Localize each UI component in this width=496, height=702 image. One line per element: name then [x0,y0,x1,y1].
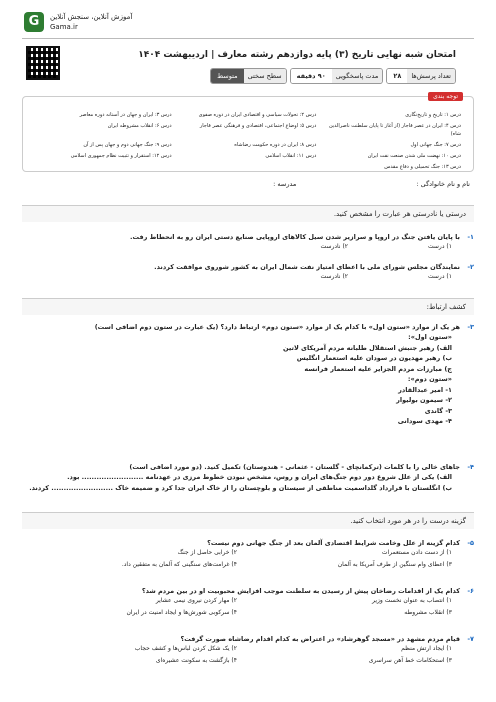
question-text: کدام یک از اقدامات رضاخان پیش از رسیدن به سلطنت موجب افزایش محبوبیت او در بین مردم شد؟ [141,587,460,595]
question-2 [22,262,474,282]
column-one-title: «ستون اول»: [408,333,452,341]
qr-code-icon[interactable] [26,46,60,80]
name-label: نام و نام خانوادگی : [416,180,470,188]
topic-item: درس ۲: تحولات سیاسی و اقتصادی ایران در دوره صفوی [198,112,317,118]
question-number: ۷- [467,635,474,643]
topics-list [35,111,461,171]
difficulty-pill: سطح سختی متوسط [210,68,286,84]
exam-title: امتحان شبه نهایی تاریخ (۳) پایه دوازدهم رشته معارف | اردیبهشت ۱۴۰۴ [138,50,456,60]
option-1[interactable]: ۱) ایجاد ارتش منظم [401,645,452,652]
question-4 [22,462,474,493]
topics-box [22,93,474,172]
option-3[interactable]: ۳) اعطای وام سنگین از طرف آمریکا به آلمان [337,561,452,568]
question-count-pill: تعداد پرسش‌ها ۲۸ [386,68,456,84]
question-number: ۵- [467,539,474,547]
question-number: ۳- [467,323,474,331]
option-3[interactable]: ۳) انقلاب مشروطه [404,609,452,616]
column-two-item: ۲- سیمون بولیوار [396,396,452,404]
option-3[interactable]: ۳) استحکامات خط آهن سراسری [368,657,452,664]
option-false[interactable]: ۲) نادرست [320,273,349,280]
school-label: مدرسه : [273,180,297,188]
options [22,272,452,282]
duration-pill: مدت پاسخگویی ۹۰ دقیقه [290,68,384,84]
option-true[interactable]: ۱) درست [428,273,452,280]
option-1[interactable]: ۱) انتصاب به عنوان نخست وزیر [372,597,452,604]
options [22,644,452,666]
question-7 [22,634,474,666]
site-name: آموزش آنلاین، سنجش آنلاین [50,13,133,21]
question-number: ۶- [467,587,474,595]
topic-item: درس ۶: انقلاب مشروطه ایران [107,123,172,129]
divider [22,38,474,39]
question-5 [22,538,474,570]
column-one-item: الف) رهبر جنبش استقلال طلبانه مردم آمریکای لاتین [283,343,452,352]
topic-item: درس ۹: جنگ جهانی دوم و جهان پس از آن [83,142,172,148]
option-4[interactable]: ۴) بازگشت به سکونت عشیره‌ای [155,657,237,664]
option-2[interactable]: ۲) خرابی حاصل از جنگ [177,549,237,556]
topic-item: درس ۳: ایران و جهان در آستانه دوره معاصر [79,112,172,118]
option-2[interactable]: ۲) مهار کردن نیروی نیمی عشایر [155,597,237,604]
question-text: کدام گزینه از علل وخامت شرایط اقتصادی آلمان بعد از جنگ جهانی دوم نیست؟ [207,539,460,547]
column-two-item: ۱- امیر عبدالقادر [398,385,452,394]
exam-header [22,44,474,86]
option-true[interactable]: ۱) درست [428,243,452,250]
question-number: ۲- [467,263,474,271]
question-text: جاهای خالی را با کلمات (ترکمانچای - گلستان - عثمانی - هندوستان) تکمیل کنید. (دو مورد اضافی است) [129,463,460,471]
section-header-multiple: گزینه درست را در هر مورد انتخاب کنید. [22,512,474,529]
column-two-item: ۳- گاندی [424,406,452,415]
site-info [50,12,132,32]
option-false[interactable]: ۲) نادرست [320,243,349,250]
topics-badge: توجه بندی [428,92,463,101]
topic-item: درس ۱۳: جنگ تحمیلی و دفاع مقدس [384,164,461,170]
gama-logo[interactable]: G [24,12,44,32]
site-domain[interactable]: Gama.ir [50,23,78,31]
topic-item: درس ۴: ایران در عصر قاجار (از آغاز تا پایان سلطنت ناصرالدین شاه) [328,123,461,137]
option-1[interactable]: ۱) از دست دادن مستعمرات [381,549,452,556]
question-number: ۱- [467,233,474,241]
topic-item: درس ۱: تاریخ و تاریخ‌نگاری [405,112,461,118]
column-one-item: ج) مبارزات مردم الجزایر علیه استعمار فرانسه [304,364,452,373]
section-header-matching: کشف ارتباط: [22,298,474,315]
question-text: هر یک از موارد «ستون اول» با کدام یک از موارد «ستون دوم» ارتباط دارد؟ (یک عبارت در ستون دوم اضافی است) [94,323,460,331]
topic-item: درس ۸: ایران در دوره حکومت رضاشاه [234,142,317,148]
topic-item: درس ۱۰: نهضت ملی شدن صنعت نفت ایران [367,153,461,159]
options [22,548,452,570]
question-6 [22,586,474,618]
fill-blank-item: ب) انگلستان با قرارداد گلداسمیت مناطقی از سیستان و بلوچستان را از خاک ایران جدا کرد و ضمیمه خاک ......................... کردند. [29,483,452,492]
topic-item: درس ۷: جنگ جهانی اول [410,142,461,148]
question-text: با پایان یافتن جنگ در اروپا و سرازیر شدن سیل کالاهای اروپایی صنایع دستی ایران رو به انحطاط رفت. [130,233,460,241]
topic-item: درس ۱۲: استقرار و تثبیت نظام جمهوری اسلامی [70,153,172,159]
question-text: قیام مردم مشهد در «مسجد گوهرشاد» در اعتراض به کدام اقدام رضاشاه صورت گرفت؟ [180,635,460,643]
column-one-item: ب) رهبر مهدیون در سودان علیه استعمار انگلیس [296,354,452,362]
question-3 [22,322,474,427]
options [22,596,452,618]
option-4[interactable]: ۴) غرامت‌های سنگینی که آلمان به متفقین داد. [121,561,237,568]
site-header [24,12,132,32]
option-4[interactable]: ۴) سرکوبی شورش‌ها و ایجاد امنیت در ایران [126,609,237,616]
option-2[interactable]: ۲) یک شکل کردن لباس‌ها و کشف حجاب [134,645,237,652]
section-header-truefalse: درستی یا نادرستی هر عبارت را مشخص کنید. [22,205,474,222]
topic-item: درس ۵: اوضاع اجتماعی، اقتصادی و فرهنگی عصر قاجار [199,123,317,129]
topic-item: درس ۱۱: انقلاب اسلامی [265,153,317,159]
column-two-item: ۴- مهدی سودانی [397,417,452,425]
fill-blank-item: الف) یکی از علل شروع دور دوم جنگ‌های ایران و روس، مشخص نبودن خطوط مرزی در عهدنامه ......................... بود. [67,473,452,481]
column-two-title: «ستون دوم»: [407,375,452,383]
student-info [273,180,470,188]
exam-meta [210,68,456,84]
question-text: نمایندگان مجلس شورای ملی با اعطای امتیاز نفت شمال ایران به کشور شوروی موافقت کردند. [154,263,460,271]
question-1 [22,232,474,252]
question-number: ۴- [467,463,474,471]
options [22,242,452,252]
